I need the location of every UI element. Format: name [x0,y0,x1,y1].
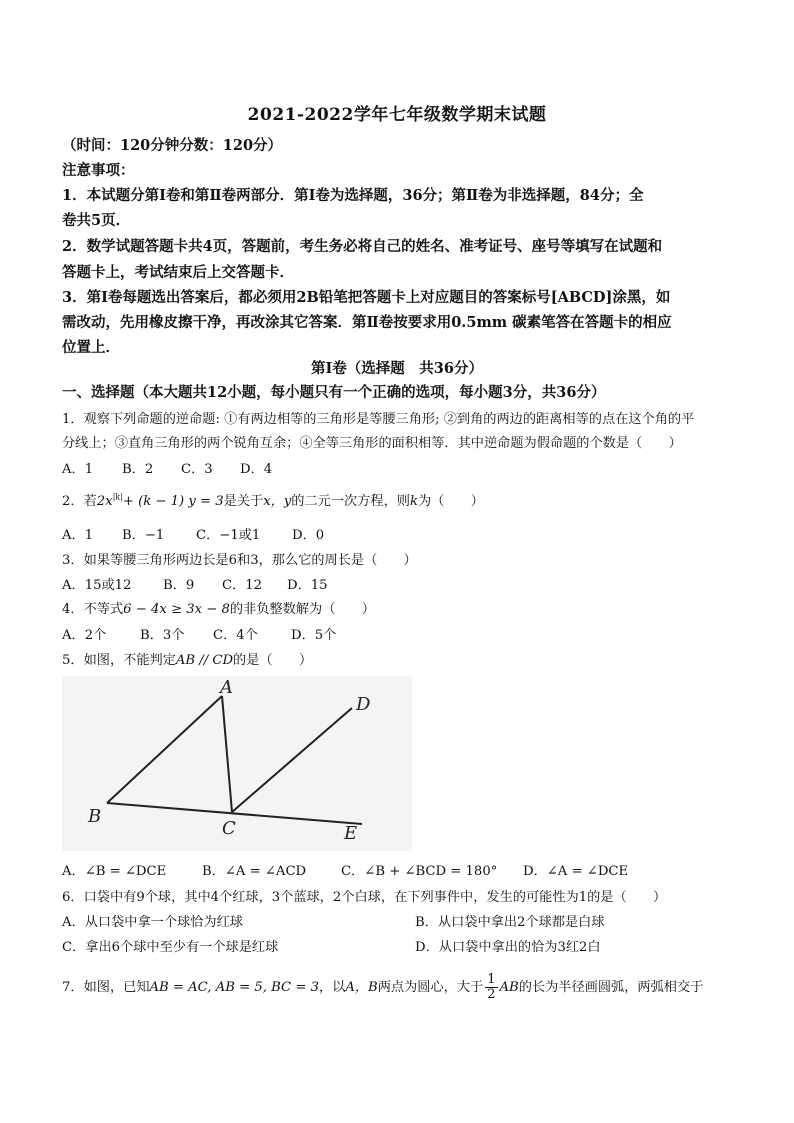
q2-option-b: B．−1 [122,528,165,543]
q4-option-a: A．2个 [62,628,107,643]
q5-prefix: 5．如图，不能判定 [62,653,176,668]
section-title: 第Ⅰ卷（选择题 共36分） [311,360,483,377]
q6-option-c: C．拿出6个球中至少有一个球是红球 [62,940,279,955]
q7-mid-2: 两点为圆心，大于 [377,980,484,995]
q1-option-c: C．3 [181,462,213,477]
q2-expr-rest: + (k − 1) y = 3 [122,494,224,509]
label-d: D [356,694,371,715]
q7-stem [62,973,703,1002]
q5-expr: AB // CD [175,653,234,668]
q4-option-d: D．5个 [291,628,337,643]
part-heading: 一、选择题（本大题共12小题，每小题只有一个正确的选项，每小题3分，共36分） [62,384,606,401]
q4-suffix: 的非负整数解为（ ） [229,602,375,617]
q3-option-b: B．9 [163,578,195,593]
q7-expr: AB = AC, AB = 5, BC = 3 [149,980,319,995]
notice-heading: 注意事项： [62,162,135,179]
q7-frac-denominator: 2 [487,987,496,1002]
q5-stem [62,649,312,668]
q6-stem: 6．口袋中有9个球，其中4个红球，3个蓝球，2个白球，在下列事件中，发生的可能性为1的是（ ） [62,890,667,905]
q1-option-d: D．4 [240,462,273,477]
notice-line-7: 位置上． [62,339,120,356]
q5-geometry-svg [62,676,412,851]
q1-option-b: B．2 [122,462,154,477]
q2-option-a: A．1 [62,528,94,543]
exam-title: 2021-2022学年七年级数学期末试题 [247,105,547,125]
q2-stem [62,490,484,509]
q7-frac-numerator: 1 [487,972,496,987]
q2-option-c: C．−1或1 [196,528,261,543]
label-b: B [88,806,102,827]
q7-fraction [485,973,497,1002]
q1-line-2: 分线上；③直角三角形的两个锐角互余；④全等三角形的面积相等．其中逆命题为假命题的个数是（ ） [62,436,682,451]
label-a: A [220,677,233,698]
q2-k: k [409,494,418,509]
q5-option-b: B．∠A = ∠ACD [202,864,307,879]
q4-expr: 6 − 4x ≥ 3x − 8 [123,602,230,617]
q7-ab-2: AB [499,980,519,995]
exam-meta: （时间：120分钟分数：120分） [62,137,283,154]
q3-option-d: D．15 [287,578,328,593]
q2-expr: 2x [96,494,113,509]
q2-prefix: 2．若 [62,494,97,509]
q4-prefix: 4．不等式 [62,602,124,617]
q4-option-c: C．4个 [213,628,258,643]
q5-suffix: 的是（ ） [233,653,313,668]
q4-option-b: B．3个 [140,628,185,643]
label-c: C [222,818,236,839]
q1-option-a: A．1 [62,462,94,477]
q7-ab: A，B [345,980,378,995]
q4-stem [62,598,375,617]
q5-figure [62,676,412,851]
q3-option-c: C．12 [222,578,263,593]
q2-exponent: |k| [112,492,123,502]
q2-suffix-3: 为（ ） [417,494,484,509]
q5-option-d: D．∠A = ∠DCE [523,864,629,879]
notice-line-3: 2．数学试题答题卡共4页，答题前，考生务必将自己的姓名、准考证号、座号等填写在试题和 [62,238,663,255]
notice-line-6: 需改动，先用橡皮擦干净，再改涂其它答案．第Ⅱ卷按要求用0.5mm 碳素笔答在答题卡的相应 [62,314,672,331]
notice-line-4: 答题卡上，考试结束后上交答题卡． [62,264,294,281]
q7-prefix: 7．如图，已知 [62,980,150,995]
q6-option-d: D．从口袋中拿出的恰为3红2白 [415,940,601,955]
q2-option-d: D．0 [292,528,325,543]
q5-option-c: C．∠B + ∠BCD = 180° [341,864,498,879]
q3-stem: 3．如果等腰三角形两边长是6和3，那么它的周长是（ ） [62,553,417,568]
q2-suffix-2: 的二元一次方程，则 [291,494,410,509]
q2-suffix: 是关于 [223,494,264,509]
q7-mid: ，以 [318,980,346,995]
q1-line-1: 1．观察下列命题的逆命题: ①有两边相等的三角形是等腰三角形; ②到角的两边的距离相等的点在这个角的平 [62,412,695,427]
q6-option-a: A．从口袋中拿一个球恰为红球 [62,915,243,930]
notice-line-1: 1．本试题分第Ⅰ卷和第Ⅱ卷两部分．第Ⅰ卷为选择题，36分；第Ⅱ卷为非选择题，84分；全 [62,187,644,204]
notice-line-2: 卷共5页． [62,212,131,229]
label-e: E [344,823,358,844]
q7-suffix: 的长为半径画圆弧，两弧相交于 [518,980,704,995]
notice-line-5: 3．第Ⅰ卷每题选出答案后，都必须用2B铅笔把答题卡上对应题目的答案标号[ABCD]涂黑，如 [62,289,671,306]
q5-option-a: A．∠B = ∠DCE [62,864,167,879]
q3-option-a: A．15或12 [62,578,132,593]
q2-vars: x，y [263,494,292,509]
q6-option-b: B．从口袋中拿出2个球都是白球 [415,915,605,930]
